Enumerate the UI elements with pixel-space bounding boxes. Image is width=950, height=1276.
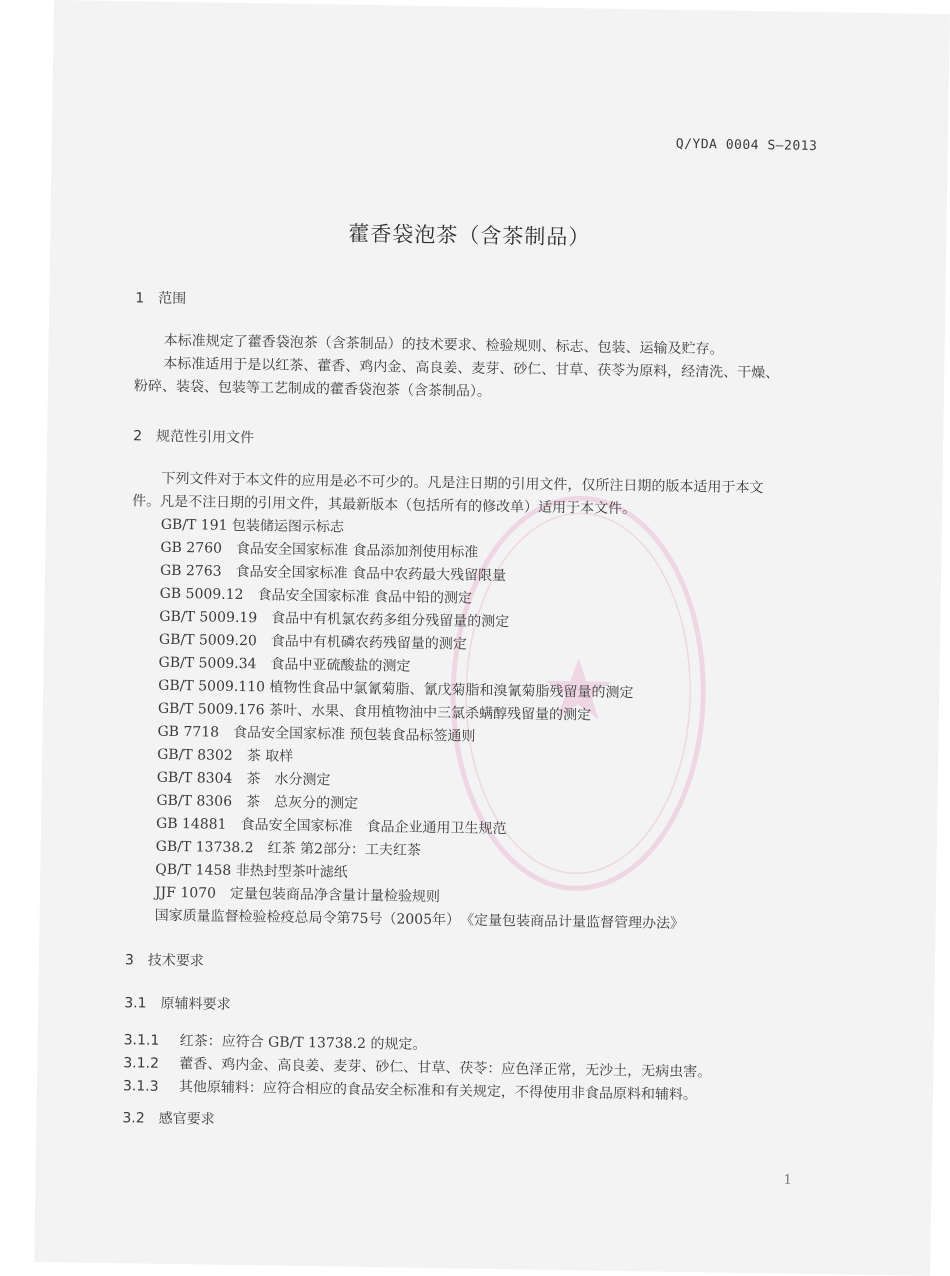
reference-item: GB/T 8304 茶 水分测定 [156, 769, 331, 789]
subsection-3-2-heading: 3.2 感官要求 [122, 1110, 215, 1128]
document-code: Q/YDA 0004 S—2013 [675, 136, 818, 155]
reference-item: GB/T 13738.2 红茶 第2部分：工夫红茶 [155, 838, 422, 859]
reference-item: GB 14881 食品安全国家标准 食品企业通用卫生规范 [155, 815, 507, 838]
reference-item: GB/T 5009.110 植物性食品中氯氰菊脂、氰戊菊脂和溴氰菊脂残留量的测定 [158, 677, 634, 702]
clause-text: 藿香、鸡内金、高良姜、麦芽、砂仁、甘草、茯苓：应色泽正常，无沙土，无病虫害。 [179, 1056, 712, 1081]
reference-item: QB/T 1458 非热封型茶叶滤纸 [155, 861, 348, 881]
section-1-heading: 1 范围 [135, 290, 187, 308]
section-3-heading: 3 技术要求 [124, 952, 204, 970]
reference-item: GB/T 191 包装储运图示标志 [160, 516, 345, 536]
clause-number: 3.1.2 [123, 1055, 160, 1072]
reference-item: GB/T 8302 茶 取样 [157, 746, 294, 765]
paragraph-continued: 件。凡是不注日期的引用文件，其最新版本（包括所有的修改单）适用于本文件。 [132, 493, 637, 518]
reference-item: GB/T 5009.34 食品中亚硫酸盐的测定 [158, 654, 411, 675]
document-title: 藿香袋泡茶（含茶制品） [348, 221, 591, 250]
reference-item: GB 2760 食品安全国家标准 食品添加剂使用标准 [160, 539, 479, 561]
clause-text: 其他原辅料：应符合相应的食品安全标准和有关规定，不得使用非食品原料和辅料。 [178, 1079, 698, 1104]
reference-item: JJF 1070 定量包装商品净含量计量检验规则 [154, 884, 441, 906]
page-number: 1 [783, 1172, 792, 1188]
reference-item: GB 2763 食品安全国家标准 食品中农药最大残留限量 [159, 562, 507, 585]
reference-item: 国家质量监督检验检疫总局令第75号（2005年） 《定量包装商品计量监督管理办法》 [154, 907, 685, 933]
clause-number: 3.1.1 [123, 1032, 160, 1049]
reference-item: GB 7718 食品安全国家标准 预包装食品标签通则 [157, 723, 476, 745]
document-page [34, 0, 950, 1276]
reference-item: GB/T 5009.20 食品中有机磷农药残留量的测定 [158, 631, 467, 653]
clause-text: 红茶：应符合 GB/T 13738.2 的规定。 [179, 1033, 427, 1053]
paragraph: 本标准规定了藿香袋泡茶（含茶制品）的技术要求、检验规则、标志、包装、运输及贮存。 [163, 332, 724, 358]
paragraph: 本标准适用于是以红茶、藿香、鸡内金、高良姜、麦芽、砂仁、甘草、茯苓为原料，经清洗、干燥、 [163, 355, 780, 382]
paragraph-continued: 粉碎、装袋、包装等工艺制成的藿香袋泡茶（含茶制品）。 [133, 378, 492, 400]
reference-item: GB/T 5009.176 茶叶、水果、食用植物油中三氯杀螨醇残留量的测定 [157, 700, 592, 724]
reference-item: GB/T 8306 茶 总灰分的测定 [156, 792, 359, 812]
subsection-3-1-heading: 3.1 原辅料要求 [124, 995, 231, 1013]
paragraph: 下列文件对于本文件的应用是必不可少的。凡是注日期的引用文件，仅所注日期的版本适用于本文 [161, 470, 764, 497]
clause-number: 3.1.3 [122, 1078, 159, 1095]
reference-item: GB 5009.12 食品安全国家标准 食品中铅的测定 [159, 585, 473, 607]
section-2-heading: 2 规范性引用文件 [133, 428, 255, 447]
reference-item: GB/T 5009.19 食品中有机氯农药多组分残留量的测定 [159, 608, 510, 631]
